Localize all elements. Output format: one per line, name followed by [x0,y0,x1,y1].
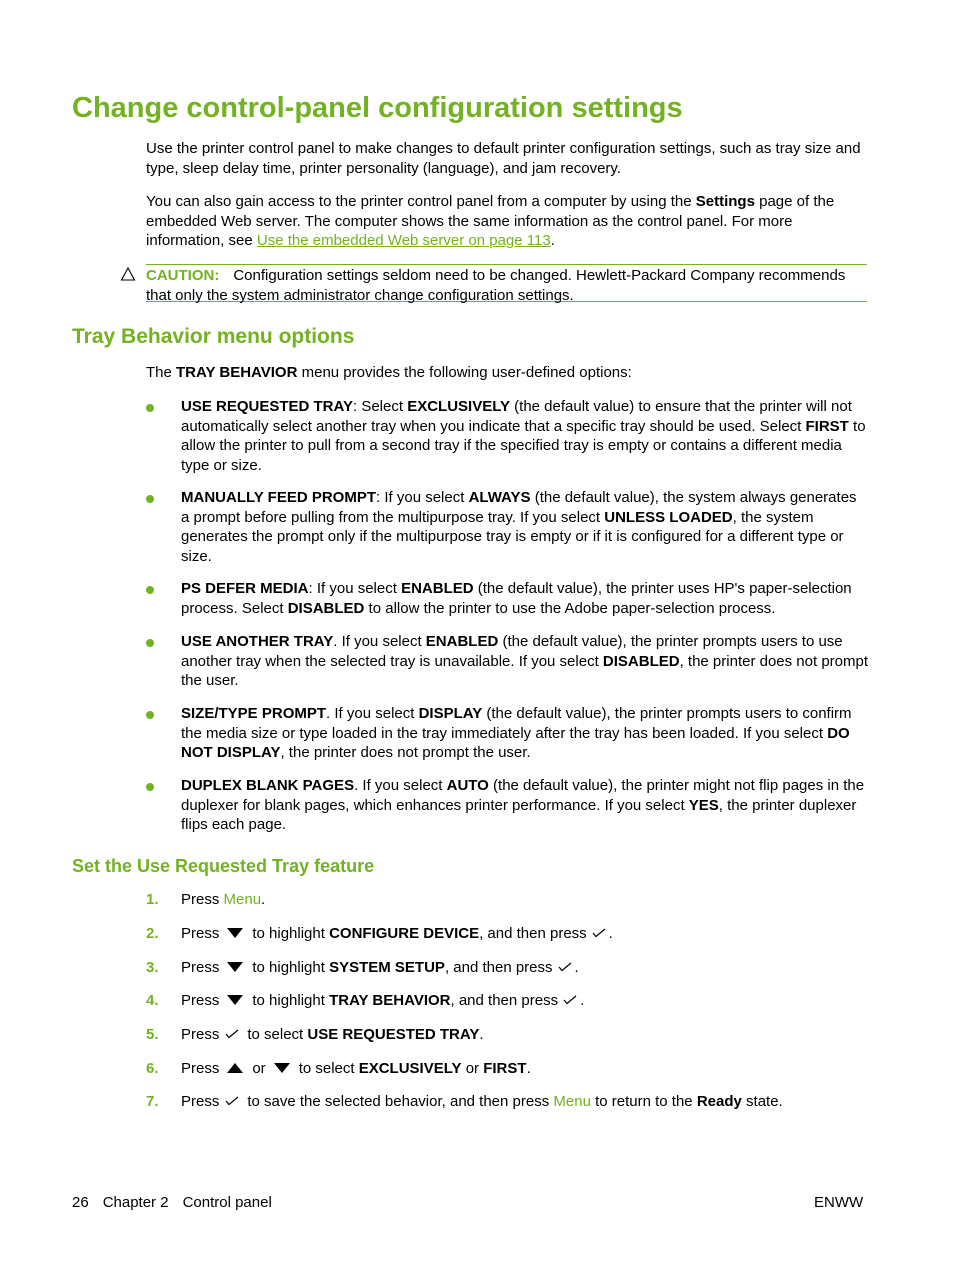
menu-button-label: Menu [223,891,262,908]
step-2: Press to highlight CONFIGURE DEVICE, and then press . [181,925,613,942]
step-number: 6. [146,1060,159,1077]
list-item: SIZE/TYPE PROMPT. If you select DISPLAY (the default value), the printer prompts users to confirm the media size or type loaded in the tray immediately after the tray has been loaded. If you select DO NOT DISPLAY, the printer does not prompt the user. [181,705,852,761]
bullet-dot [146,586,154,594]
chapter-title: Control panel [182,1194,272,1211]
bullet-dot [146,495,154,503]
intro2-text-c: . [550,232,555,249]
section-heading-tray-behavior: Tray Behavior menu options [72,325,355,348]
tb-intro-bold: TRAY BEHAVIOR [176,364,298,381]
step-number: 2. [146,925,159,942]
intro-paragraph-2 [146,192,868,251]
list-item: USE ANOTHER TRAY. If you select ENABLED (the default value), the printer prompts users to use another tray when the selected tray is unavailable. If you select DISABLED, the printer does not prompt the user. [181,633,869,689]
intro2-settings: Settings [695,193,755,210]
step-5: Press to select USE REQUESTED TRAY. [181,1026,484,1043]
down-arrow-icon [227,961,243,973]
list-item: DUPLEX BLANK PAGES. If you select AUTO (the default value), the printer might not flip pages in the duplexer for blank pages, which enhances printer performance. If you select YES, the printer duplexer flips each page. [181,777,865,833]
embedded-web-server-link[interactable]: Use the embedded Web server on page 113 [256,232,551,249]
bullet-dot [146,404,154,412]
checkmark-icon [592,928,606,938]
chapter-label: Chapter 2 [102,1194,169,1211]
caution-triangle-icon [120,266,136,282]
page-footer-right: ENWW [814,1194,864,1211]
intro2-text-a: You can also gain access to the printer control panel from a computer by using the [146,193,696,210]
step-6: Press or to select EXCLUSIVELY or FIRST. [181,1060,531,1077]
step-4: Press to highlight TRAY BEHAVIOR, and then press . [181,992,585,1009]
tb-intro-a: The [146,364,177,381]
list-item: MANUALLY FEED PROMPT: If you select ALWAYS (the default value), the system always generates a prompt before pulling from the multipurpose tray. If you select UNLESS LOADED, the system generates the prompt only if the multipurpose tray is empty or if it is configured for a different type or size. [181,489,857,565]
caution-label: CAUTION: [146,267,220,284]
page-footer-left [72,1193,272,1213]
intro-paragraph-1: Use the printer control panel to make changes to default printer configuration settings, such as tray size and type, sleep delay time, printer personality (language), and jam recovery. [146,140,861,177]
tray-behavior-intro [146,363,868,383]
step-number: 4. [146,992,159,1009]
tb-intro-b: menu provides the following user-defined options: [297,364,632,381]
bullet-dot [146,783,154,791]
menu-button-label: Menu [553,1093,591,1110]
bullet-dot [146,711,154,719]
down-arrow-icon [227,927,243,939]
checkmark-icon [558,962,572,972]
intro2-text-b: page of the embedded Web server. The computer shows the same information as the control panel. For more information, see [146,193,835,249]
list-item: USE REQUESTED TRAY: Select EXCLUSIVELY (the default value) to ensure that the printer will not automatically select another tray when you indicate that a specific tray should be used. Select FIRST to allow the printer to pull from a second tray if the specified tray is empty or contains a different media type or size. [181,398,866,474]
checkmark-icon [563,995,577,1005]
step-7: Press to save the selected behavior, and then press Menu to return to the Ready state. [181,1093,783,1110]
checkmark-icon [225,1096,239,1106]
caution-text: Configuration settings seldom need to be changed. Hewlett-Packard Company recommends that only the system administrator change configuration settings. [146,267,846,304]
checkmark-icon [225,1029,239,1039]
caution-box [146,264,867,302]
down-arrow-icon [227,994,243,1006]
down-arrow-icon [274,1062,290,1074]
step-number: 3. [146,959,159,976]
step-number: 5. [146,1026,159,1043]
step-number: 7. [146,1093,159,1110]
bullet-dot [146,639,154,647]
page-title: Change control-panel configuration settings [72,92,683,124]
page-number: 26 [72,1194,89,1211]
section-heading-use-requested-tray: Set the Use Requested Tray feature [72,856,375,876]
step-3: Press to highlight SYSTEM SETUP, and then press . [181,959,579,976]
step-1: Press Menu. [181,891,266,908]
up-arrow-icon [227,1062,243,1074]
list-item: PS DEFER MEDIA: If you select ENABLED (the default value), the printer uses HP's paper-selection process. Select DISABLED to allow the printer to use the Adobe paper-selection process. [181,580,852,617]
step-number: 1. [146,891,159,908]
